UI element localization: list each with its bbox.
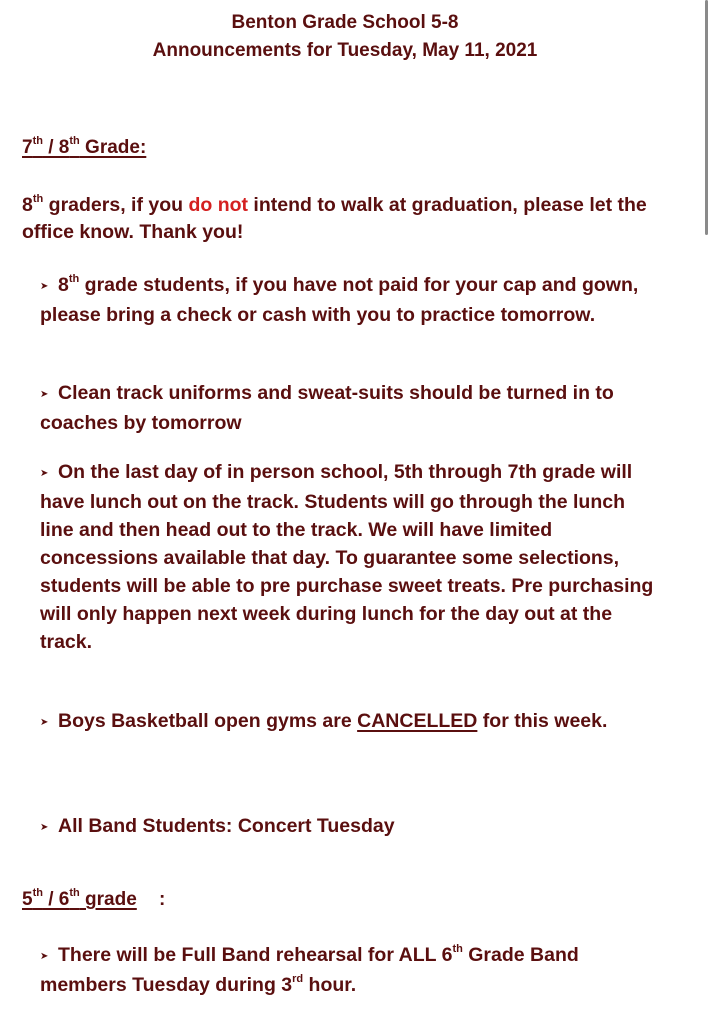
arrowhead-bullet-icon: ➤ (40, 468, 49, 479)
arrowhead-bullet-icon: ➤ (40, 951, 49, 962)
list-item: ➤ All Band Students: Concert Tuesday (40, 812, 660, 842)
list-item: ➤ Clean track uniforms and sweat-suits should be turned in to coaches by tomorrow (40, 382, 614, 434)
section-heading-5-6: 5th / 6th grade (22, 886, 137, 910)
list-item: ➤ Boys Basketball open gyms are CANCELLED for this week. (40, 707, 660, 737)
cancelled-label: CANCELLED (357, 710, 478, 732)
graduation-notice: 8th graders, if you do not intend to walk at graduation, please let the office know. Thank you! (22, 192, 647, 243)
list-item: ➤ 8th grade students, if you have not paid for your cap and gown, please bring a check or cash with you to practice tomorrow. (40, 272, 639, 326)
vertical-scrollbar[interactable] (705, 0, 708, 235)
section-heading-colon: : (159, 889, 166, 910)
announcement-title: Announcements for Tuesday, May 11, 2021 (152, 40, 538, 61)
arrowhead-bullet-icon: ➤ (40, 822, 49, 833)
emphasis-do-not: do not (188, 194, 249, 216)
school-name: Benton Grade School 5-8 (231, 12, 459, 33)
list-item: ➤ On the last day of in person school, 5th through 7th grade will have lunch out on the track. Students will go through the lunch line and then head out to the track. We will have limited concessions available that day. To guarantee some selections, students will be able to pre purchase sweet treats. Pre purchasing will only happen next week during lunch for the day out at the track. (40, 461, 654, 653)
arrowhead-bullet-icon: ➤ (40, 389, 49, 400)
arrowhead-bullet-icon: ➤ (40, 281, 49, 292)
list-item: ➤ There will be Full Band rehearsal for ALL 6th Grade Band members Tuesday during 3rd hour. (40, 942, 579, 996)
arrowhead-bullet-icon: ➤ (40, 717, 49, 728)
section-heading-7-8: 7th / 8th Grade: (22, 134, 147, 158)
